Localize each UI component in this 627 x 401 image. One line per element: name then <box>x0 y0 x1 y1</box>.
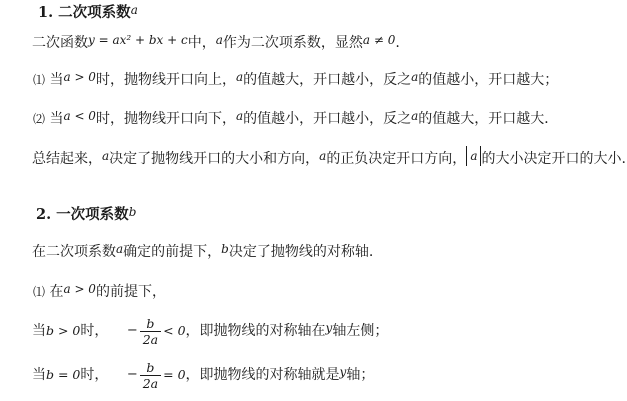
intro-condition: a ≠ 0 <box>362 33 396 47</box>
item-number: ⑵ <box>33 112 46 126</box>
intro-var-a: a <box>215 33 223 47</box>
item-var: a <box>411 70 419 84</box>
case-condition: a > 0 <box>63 282 96 296</box>
intro-text-3: 作为二次项系数，显然 <box>222 35 363 51</box>
fraction-numerator: b <box>146 359 155 375</box>
section-1-intro <box>32 34 400 52</box>
fraction-numerator: b <box>146 315 155 331</box>
case-text: 在 <box>49 284 64 300</box>
section-1-item-1 <box>33 71 558 89</box>
item-condition: a > 0 <box>63 70 96 84</box>
section-2-heading <box>36 206 136 224</box>
item-text: 的值越大，开口越小，反之 <box>243 72 412 88</box>
item-text: 时，抛物线开口向下， <box>95 111 236 127</box>
row-b-zero <box>32 358 374 392</box>
row-text: 时， <box>80 323 109 339</box>
section-1-heading-text: 1. 二次项系数 <box>38 4 131 21</box>
intro-var: b <box>221 242 229 256</box>
summary-var: a <box>319 149 327 163</box>
quadratic-formula: y = ax² + bx + c <box>88 33 188 47</box>
intro-text: 决定了抛物线的对称轴. <box>228 244 374 260</box>
section-1-heading <box>38 4 138 22</box>
case-text: 的前提下， <box>95 284 166 300</box>
intro-text: 确定的前提下， <box>123 244 222 260</box>
row-text: 当 <box>32 323 46 339</box>
row-text: 轴； <box>346 367 375 383</box>
row-text: 轴左侧； <box>332 323 389 339</box>
intro-text-2: 中， <box>187 35 216 51</box>
item-text: 的值越小，开口越小，反之 <box>243 111 412 127</box>
minus-sign: − <box>126 323 138 338</box>
item-var: a <box>235 109 244 123</box>
summary-text: 总结起来， <box>32 151 102 167</box>
item-condition: a < 0 <box>63 109 96 123</box>
item-text: 当 <box>49 111 64 127</box>
row-text: ，即抛物线的对称轴就是 <box>185 367 340 383</box>
section-1-summary <box>32 149 626 169</box>
row-text: 时， <box>80 367 109 383</box>
intro-text: 在二次项系数 <box>32 244 116 260</box>
abs-value-a: a <box>466 146 481 166</box>
fraction-denominator: 2a <box>140 331 161 347</box>
row-relation: < 0 <box>163 323 186 338</box>
section-1-heading-var: a <box>130 3 138 17</box>
row-relation: = 0 <box>163 367 186 382</box>
axis-fraction <box>140 316 161 347</box>
summary-text: 决定了抛物线开口的大小和方向， <box>109 151 320 167</box>
row-b-positive <box>32 314 388 348</box>
intro-text-4: . <box>395 35 400 51</box>
item-number: ⑴ <box>33 73 46 87</box>
summary-var: a <box>102 149 110 163</box>
section-2-heading-var: b <box>128 205 137 219</box>
row-text: ，即抛物线的对称轴在 <box>185 323 326 339</box>
intro-text-1: 二次函数 <box>32 35 88 51</box>
fraction-denominator: 2a <box>140 375 161 391</box>
minus-sign: − <box>126 367 138 382</box>
section-2-case-1 <box>33 283 166 301</box>
item-text: 时，抛物线开口向上， <box>95 72 236 88</box>
item-var: a <box>235 70 244 84</box>
intro-var: a <box>116 242 124 256</box>
row-var: y <box>339 365 347 379</box>
summary-text: 的大小决定开口的大小. <box>481 151 626 167</box>
section-2-intro <box>32 243 373 261</box>
item-text: 当 <box>49 72 64 88</box>
section-2-heading-text: 2. 一次项系数 <box>36 206 129 223</box>
item-var: a <box>411 109 419 123</box>
item-text: 的值越小，开口越大； <box>418 72 559 88</box>
case-number: ⑴ <box>33 285 46 299</box>
row-var: y <box>325 321 333 335</box>
axis-fraction <box>140 360 161 391</box>
row-condition: b = 0 <box>46 367 81 382</box>
item-text: 的值越大，开口越大． <box>418 111 559 127</box>
section-1-item-2 <box>33 110 558 128</box>
row-text: 当 <box>32 367 46 383</box>
row-condition: b > 0 <box>46 323 81 338</box>
summary-text: 的正负决定开口方向， <box>326 151 467 167</box>
